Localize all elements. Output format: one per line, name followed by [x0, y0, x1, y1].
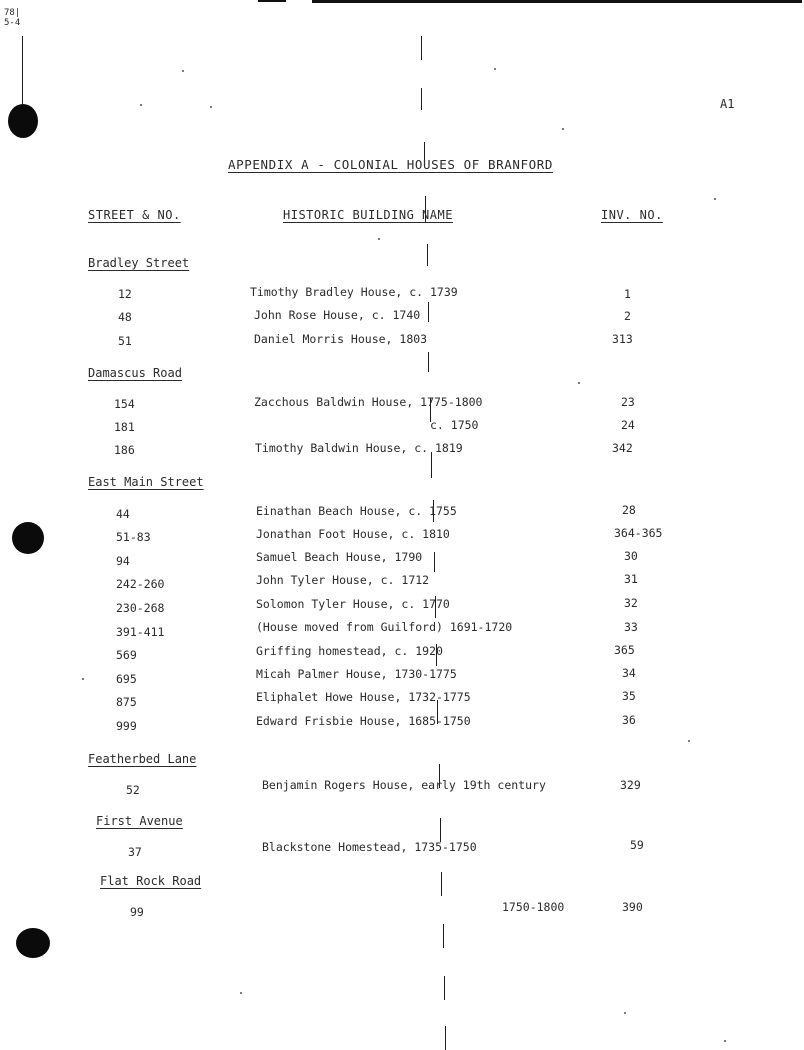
building-name: Blackstone Homestead, 1735-1750: [262, 840, 477, 854]
building-name: Micah Palmer House, 1730-1775: [256, 667, 457, 681]
punch-hole-top: [8, 104, 38, 138]
speck: [82, 678, 84, 680]
house-number: 186: [114, 443, 135, 457]
inventory-number: 28: [622, 503, 636, 517]
building-name: (House moved from Guilford) 1691-1720: [256, 620, 513, 634]
inventory-number: 390: [622, 900, 643, 914]
building-name: 1750-1800: [502, 900, 565, 914]
house-number: 51-83: [116, 530, 151, 544]
house-number: 154: [114, 397, 135, 411]
column-header-street: STREET & NO.: [88, 208, 181, 222]
building-name: Samuel Beach House, 1790: [256, 550, 423, 564]
fold-line: [427, 244, 428, 266]
house-number: 695: [116, 672, 137, 686]
house-number: 999: [116, 719, 137, 733]
page-label: A1: [720, 97, 735, 111]
inventory-number: 36: [622, 713, 636, 727]
speck: [378, 238, 380, 240]
scan-top-edge: [312, 0, 802, 3]
inventory-number: 33: [624, 620, 638, 634]
building-name: Zacchous Baldwin House, 1775-1800: [254, 395, 483, 409]
building-name: Timothy Bradley House, c. 1739: [250, 285, 458, 299]
inventory-number: 59: [630, 838, 644, 852]
inventory-number: 364-365: [614, 526, 663, 540]
house-number: 94: [116, 554, 130, 568]
speck: [688, 740, 690, 742]
speck: [578, 382, 580, 384]
document-title: APPENDIX A - COLONIAL HOUSES OF BRANFORD: [228, 157, 554, 172]
house-number: 875: [116, 695, 137, 709]
inventory-number: 365: [614, 643, 635, 657]
speck: [240, 992, 242, 994]
fold-line: [443, 924, 444, 948]
street-heading: Featherbed Lane: [88, 752, 197, 766]
column-header-inv: INV. NO.: [601, 208, 663, 222]
building-name: Daniel Morris House, 1803: [254, 332, 428, 346]
building-name: Edward Frisbie House, 1685-1750: [256, 714, 471, 728]
house-number: 52: [126, 783, 140, 797]
house-number: 48: [118, 310, 132, 324]
speck: [714, 198, 716, 200]
inventory-number: 34: [622, 666, 636, 680]
inventory-number: 342: [612, 441, 633, 455]
inventory-number: 329: [620, 778, 641, 792]
house-number: 99: [130, 905, 144, 919]
building-name: Eliphalet Howe House, 1732-1775: [256, 690, 471, 704]
street-heading: Bradley Street: [88, 256, 190, 270]
street-heading: Damascus Road: [88, 366, 182, 380]
house-number: 569: [116, 648, 137, 662]
inventory-number: 23: [621, 395, 635, 409]
speck: [724, 1040, 726, 1042]
punch-hole-bottom: [16, 928, 50, 958]
fold-line: [445, 1026, 446, 1050]
house-number: 242-260: [116, 577, 165, 591]
building-name: John Rose House, c. 1740: [254, 308, 421, 322]
speck: [140, 104, 142, 106]
fold-line: [428, 352, 429, 372]
inventory-number: 30: [624, 549, 638, 563]
house-number: 181: [114, 420, 135, 434]
speck: [562, 128, 564, 130]
inventory-number: 31: [624, 572, 638, 586]
house-number: 44: [116, 507, 130, 521]
street-heading: First Avenue: [96, 814, 183, 828]
speck: [182, 70, 184, 72]
street-heading: East Main Street: [88, 475, 204, 489]
street-heading: Flat Rock Road: [100, 874, 202, 888]
scan-top-edge: [258, 0, 286, 2]
inventory-number: 1: [624, 287, 631, 301]
house-number: 51: [118, 334, 132, 348]
building-name: Solomon Tyler House, c. 1770: [256, 597, 450, 611]
fold-line: [444, 976, 445, 1000]
punch-hole-middle: [12, 522, 44, 554]
fold-line: [434, 552, 435, 572]
speck: [624, 1012, 626, 1014]
speck: [210, 106, 212, 108]
inventory-number: 2: [624, 309, 631, 323]
speck: [494, 68, 496, 70]
fold-line: [440, 818, 441, 842]
building-name: Benjamin Rogers House, early 19th century: [262, 778, 546, 792]
house-number: 12: [118, 287, 132, 301]
inventory-number: 24: [621, 418, 635, 432]
house-number: 37: [128, 845, 142, 859]
fold-line: [421, 88, 422, 110]
house-number: 230-268: [116, 601, 165, 615]
house-number: 391-411: [116, 625, 165, 639]
building-name: c. 1750: [430, 418, 479, 432]
fold-line: [431, 452, 432, 478]
building-name: Timothy Baldwin House, c. 1819: [255, 441, 463, 455]
fold-line: [441, 872, 442, 896]
building-name: John Tyler House, c. 1712: [256, 573, 430, 587]
building-name: Einathan Beach House, c. 1755: [256, 504, 457, 518]
fold-line: [428, 302, 429, 322]
inventory-number: 313: [612, 332, 633, 346]
inventory-number: 32: [624, 596, 638, 610]
margin-stroke: [22, 36, 23, 104]
building-name: Griffing homestead, c. 1920: [256, 644, 443, 658]
inventory-number: 35: [622, 689, 636, 703]
building-name: Jonathan Foot House, c. 1810: [256, 527, 450, 541]
fold-line: [421, 36, 422, 60]
margin-marks: 78| 5-4: [4, 8, 21, 28]
column-header-name: HISTORIC BUILDING NAME: [283, 208, 453, 222]
